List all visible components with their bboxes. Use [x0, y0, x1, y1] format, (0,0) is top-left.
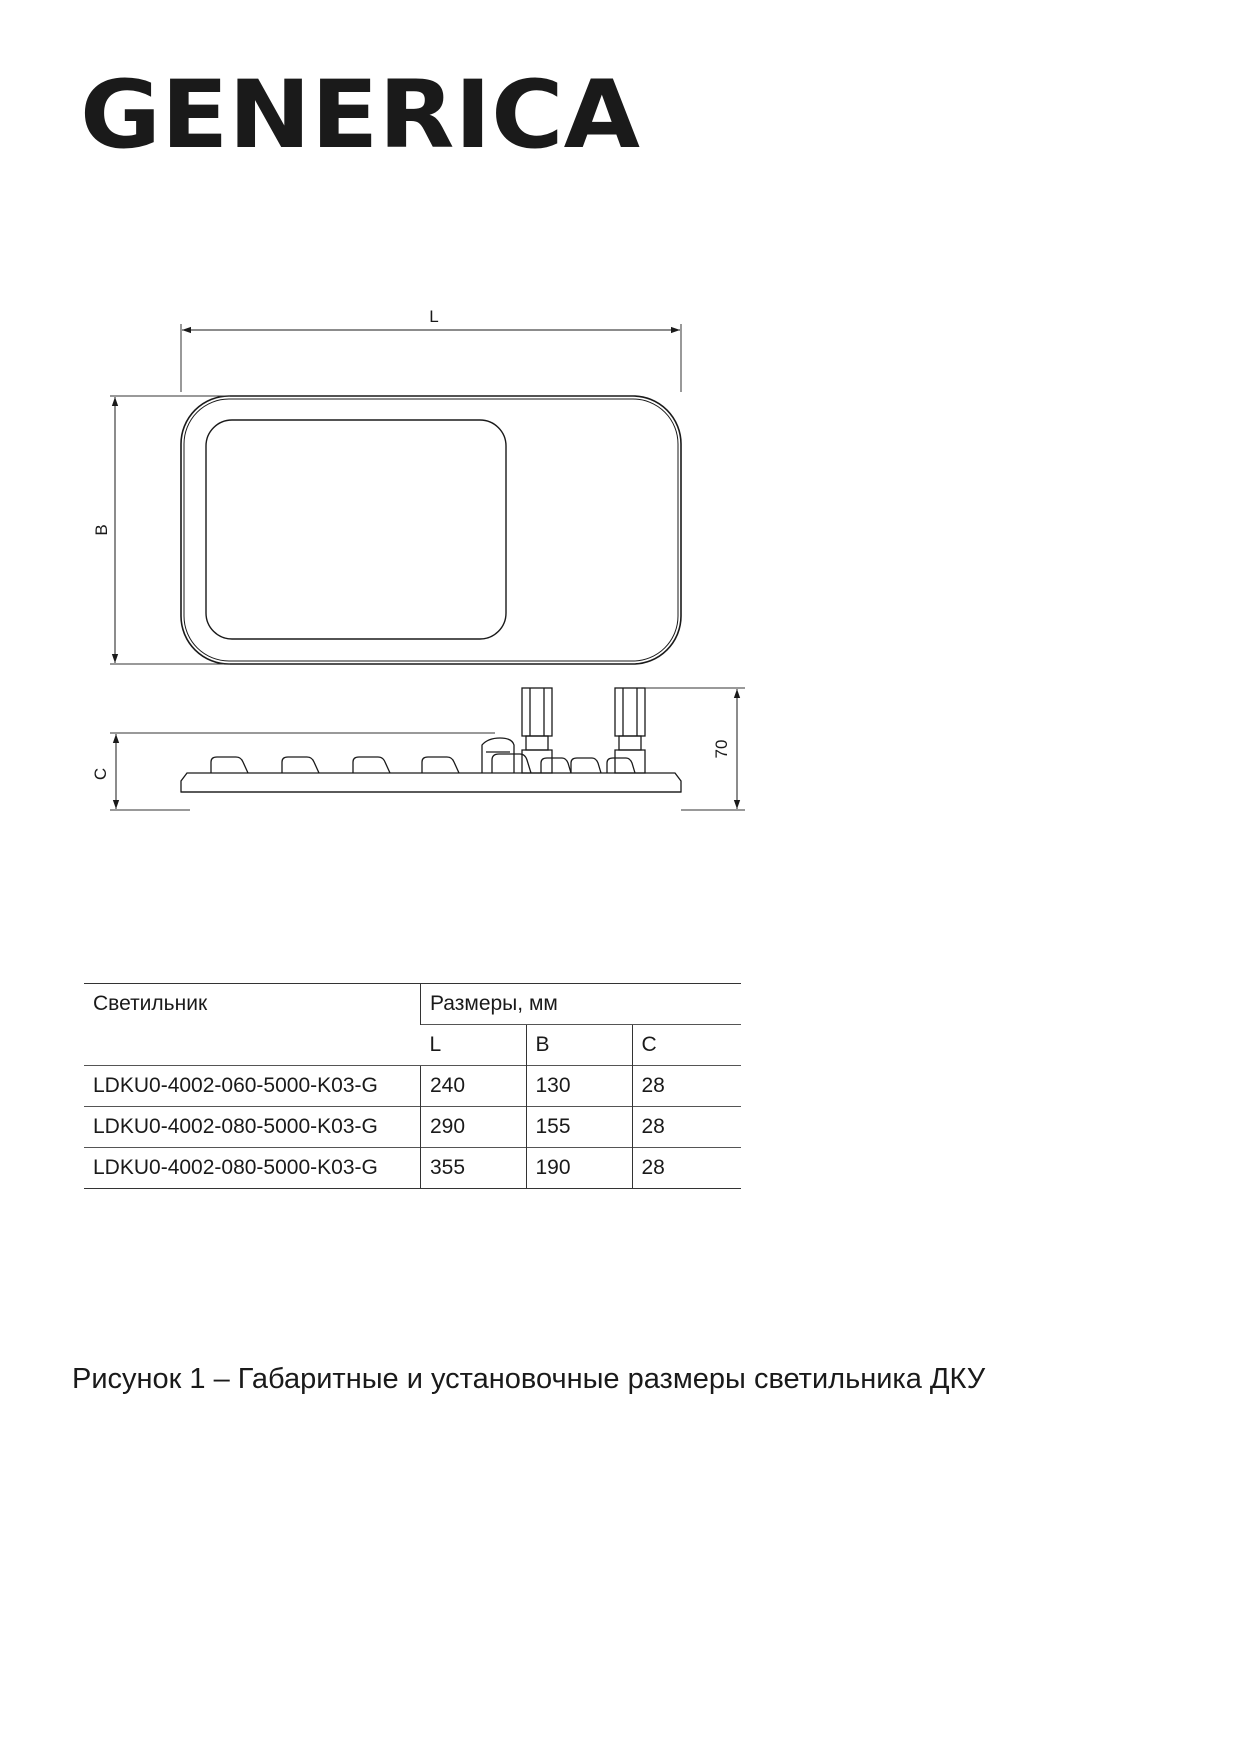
c-cell: 28: [632, 1066, 741, 1107]
housing-outline: [181, 396, 681, 664]
length-dimension: [181, 307, 681, 392]
generica-logo: [80, 62, 650, 162]
b-cell: 190: [526, 1148, 632, 1189]
width-dimension: [92, 396, 230, 664]
c-cell: 28: [632, 1107, 741, 1148]
bracket-height-label: 70: [712, 739, 731, 759]
table-row: [84, 1107, 741, 1148]
side-view: [181, 688, 681, 792]
logo-text: GENERICA: [80, 62, 641, 162]
model-cell: LDKU0-4002-060-5000-K03-G: [84, 1066, 421, 1107]
c-cell: 28: [632, 1148, 741, 1189]
length-label: L: [429, 307, 439, 326]
l-cell: 355: [421, 1148, 527, 1189]
b-cell: 155: [526, 1107, 632, 1148]
l-cell: 290: [421, 1107, 527, 1148]
dimensions-header: Размеры, мм: [421, 984, 742, 1025]
table-header-row: [84, 984, 741, 1025]
column-header-b: B: [526, 1025, 632, 1066]
model-cell: LDKU0-4002-080-5000-K03-G: [84, 1148, 421, 1189]
height-dimension: [91, 733, 495, 810]
table-row: [84, 1148, 741, 1189]
b-cell: 130: [526, 1066, 632, 1107]
table-row: [84, 1066, 741, 1107]
dimension-drawing: [0, 290, 820, 830]
dimensions-table: [84, 983, 741, 1189]
figure-caption: Рисунок 1 – Габаритные и установочные размеры светильника ДКУ: [72, 1363, 986, 1395]
luminaire-header: Светильник: [84, 984, 421, 1066]
width-label: B: [92, 524, 111, 536]
model-cell: LDKU0-4002-080-5000-K03-G: [84, 1107, 421, 1148]
column-header-c: C: [632, 1025, 741, 1066]
l-cell: 240: [421, 1066, 527, 1107]
column-header-l: L: [421, 1025, 527, 1066]
top-view: [181, 396, 681, 664]
height-label: C: [91, 767, 110, 781]
diffuser-window: [206, 420, 506, 639]
